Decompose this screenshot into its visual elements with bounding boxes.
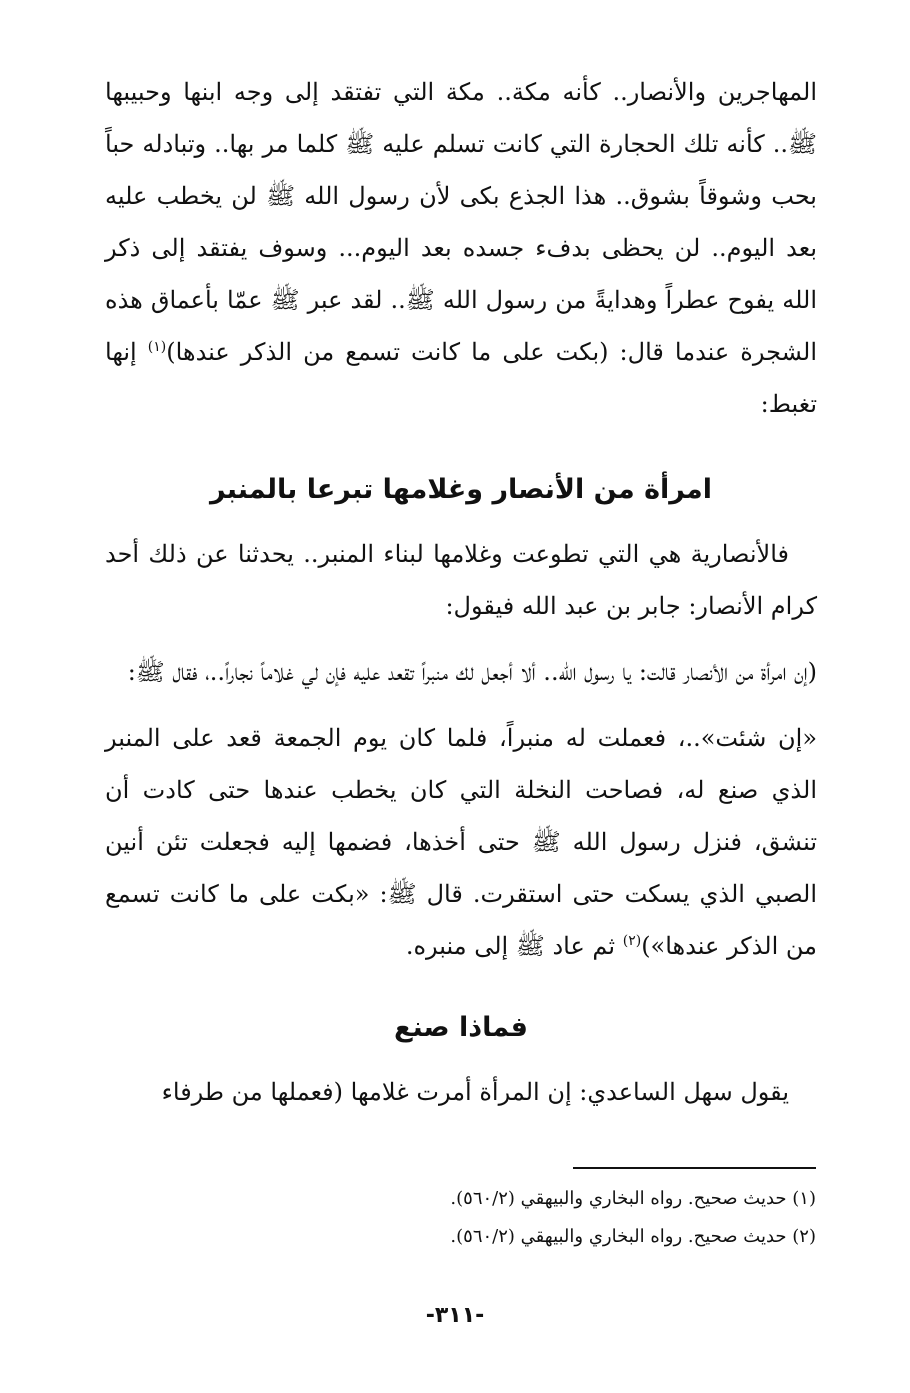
paragraph-gap: [105, 698, 817, 712]
footnote-2: (٢) حديث صحيح. رواه البخاري والبيهقي (٥٦٠/٢).: [450, 1226, 816, 1247]
paragraph-hadith-tail: ثم عاد ﷺ إلى منبره.: [405, 932, 623, 960]
page-number: -٣١١-: [425, 1303, 485, 1328]
paragraph-hadith-text: «إن شئت»..، فعملت له منبراً، فلما كان يوم الجمعة قعد على المنبر الذي صنع له، فصاحت النخلة التي كان يخطب عندها حتى كادت أن تنشق، فنزل رسول الله ﷺ حتى أخذها، فضمها إليه فجعلت تئن أنين الصبي الذي يسكت حتى استقرت. قال ﷺ: «بكت على ما كانت تسمع من الذكر عندها»): [105, 724, 817, 960]
paragraph-quote: (إن امرأة من الأنصار قالت: يا رسول الله.. ألا أجعل لك منبراً تقعد عليه فإن لي غلاماً نجاراً..، فقال ﷺ:: [127, 658, 817, 686]
page-body: [105, 66, 817, 1118]
paragraph-intro: فالأنصارية هي التي تطوعت وغلامها لبناء المنبر.. يحدثنا عن ذلك أحد كرام الأنصار: جابر بن عبد الله فيقول:: [105, 540, 817, 620]
paragraph-opening-tail: إنها تغبط:: [105, 338, 817, 418]
footnote-ref-1: (١): [147, 339, 167, 355]
paragraph-hadith: [105, 712, 817, 972]
paragraph-sahl: يقول سهل الساعدي: إن المرأة أمرت غلامها (فعملها من طرفاء: [161, 1078, 789, 1106]
footnote-divider: [573, 1167, 816, 1169]
paragraph-opening-text: المهاجرين والأنصار.. كأنه مكة.. مكة التي تفتقد إلى وجه ابنها وحبيبها ﷺ.. كأنه تلك الحجارة التي كانت تسلم عليه ﷺ كلما مر بها.. وتبادله حباً بحب وشوقاً بشوق.. هذا الجذع بكى لأن رسول الله ﷺ لن يخطب عليه بعد اليوم.. لن يحظى بدفء جسده بعد اليوم... وسوف يفتقد إلى ذكر الله يفوح عطراً وهدايةً من رسول الله ﷺ.. لقد عبر ﷺ عمّا بأعماق هذه الشجرة عندما قال: (بكت على ما كانت تسمع من الذكر عندها): [105, 78, 817, 366]
section-heading-wrap: [105, 468, 817, 512]
footnote-1: (١) حديث صحيح. رواه البخاري والبيهقي (٥٦٠/٢).: [450, 1188, 816, 1209]
section-heading-wrap-2: [105, 1006, 817, 1050]
paragraph-gap: [105, 632, 817, 646]
section-heading-what-did-he-do: فماذا صنع: [394, 1012, 528, 1043]
section-heading-ansar-woman: امرأة من الأنصار وغلامها تبرعا بالمنبر: [209, 474, 713, 505]
footnotes: [104, 1180, 816, 1256]
footnote-ref-2: (٢): [622, 933, 642, 949]
paragraph-opening: [105, 66, 817, 430]
